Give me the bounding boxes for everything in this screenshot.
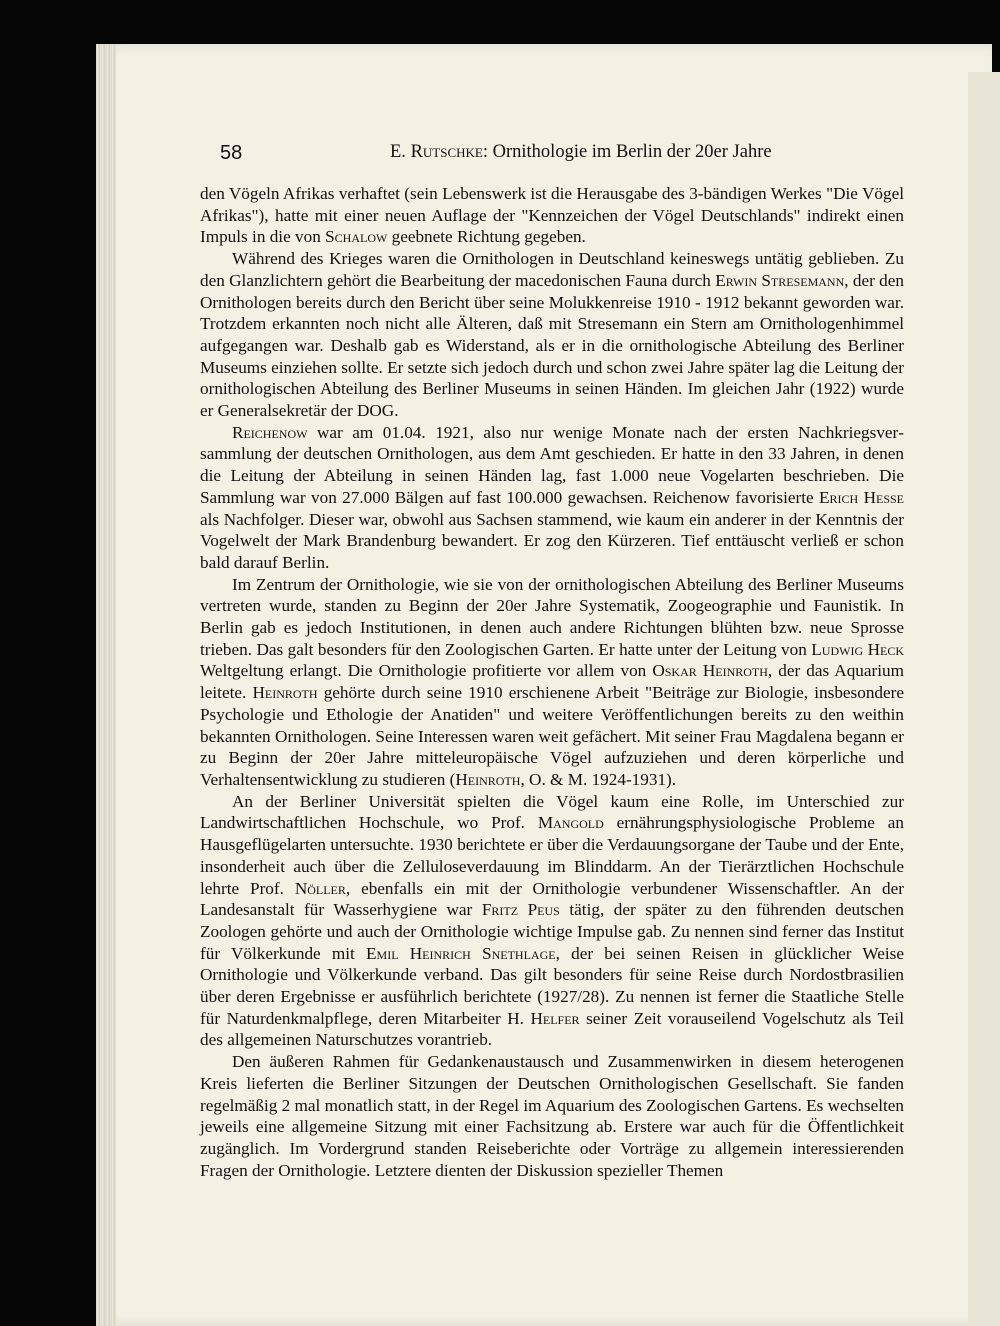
text-run: als Nachfolger. Dieser war, obwohl aus Sachsen stammend, wie kaum ein anderer in der Kenntnis der Vogelwelt der Mark Brandenburg bewandert. Er zog den Kürzeren. Tief enttäuscht verließ er schon bald darauf Berlin.	[200, 509, 904, 572]
paragraph	[200, 183, 904, 248]
body-text	[200, 183, 904, 1181]
text-run: Weltgeltung erlangt. Die Ornithologie profitierte vor allem von	[200, 661, 653, 681]
paragraph	[200, 791, 904, 1051]
person-name: Fritz Peus	[481, 900, 560, 920]
running-header	[220, 142, 910, 172]
paragraph	[200, 422, 904, 574]
author-initial: E.	[390, 142, 406, 162]
person-name: Helfer	[530, 1008, 580, 1028]
text-run: den Vögeln Afrikas verhaftet (sein Lebenswerk ist die Herausgabe des 3-bändigen Werkes "Die Vögel Afrikas"), hatte mit einer neuen Auflage der "Kennzeichen der Vögel Deutschlands" indirekt einen Impuls in die von	[200, 184, 904, 247]
article-title: : Ornithologie im Berlin der 20er Jahre	[482, 142, 772, 162]
person-name: Heinroth	[455, 769, 521, 789]
text-run: seiner Zeit vorauseilend Vogelschutz als Teil des allgemeinen Naturschutzes vorantrieb.	[200, 1008, 904, 1050]
person-name: Heinroth	[252, 683, 318, 703]
facing-page-edge	[968, 72, 1000, 1326]
person-name: Erich Hesse	[819, 487, 904, 507]
text-run: Im Zentrum der Ornithologie, wie sie von der ornithologischen Abteilung des Berliner Museums vertreten wurde, standen zu Beginn der 20er Jahre Systematik, Zoogeographie und Faunistik. In Berlin gab es jedoch Institutionen, in denen auch andere Richtungen blühten bzw. neue Sprosse trieben. Das galt besonders für den Zoologischen Garten. Er hatte unter der Leitung von	[200, 574, 904, 659]
page-number: 58	[220, 142, 243, 164]
text-run: , der bei seinen Reisen in glücklicher Weise Ornithologie und Völkerkunde verband. Das gilt besonders für seine Reise durch Nordostbrasilien über deren Ergebnisse er ausführlich berichtete (1927/28). Zu nennen ist ferner die Staatliche Stelle für Naturdenkmalpflege, deren Mitarbeiter H.	[200, 943, 904, 1028]
text-run: gehörte durch seine 1910 erschienene Arbeit "Beiträge zur Biologie, insbesondere Psychologie und Ethologie der Anatiden" und weitere Veröffentlichungen bereits zu den weithin bekannten Ornithologen. Seine Interessen waren weit gefächert. Mit seiner Frau Magdalena begann er zu Beginn der 20er Jahre mitteleuropäische Vögel aufzuziehen und deren körperliche und Verhaltensentwicklung zu studieren (	[200, 683, 904, 789]
text-run: , der das Aquarium leitete.	[200, 661, 904, 703]
paragraph	[200, 248, 904, 422]
text-run: war am 01.04. 1921, also nur wenige Monate nach der ersten Nachkriegsversammlung der deutschen Ornithologen, aus dem Amt geschieden. Er hatte in den 33 Jahren, in denen die Leitung der Abteilung in seinen Händen lag, fast 1.000 neue Vogelarten beschrieben. Die Sammlung war von 27.000 Bälgen auf fast 100.000 gewachsen. Reichenow favorisierte	[200, 422, 904, 507]
text-run: ernährungsphysiologische Probleme an Hausgeflügelarten untersuchte. 1930 berichtete er über die Verdauungsorgane der Taube und der Ente, insonderheit auch über die Zelluloseverdauung im Blinddarm. An der Tierärztlichen Hochschule lehrte Prof.	[200, 813, 904, 898]
text-run: , O. & M. 1924-1931).	[520, 769, 677, 789]
text-run: , ebenfalls ein mit der Ornithologie verbundener Wissenschaftler. An der Landesanstalt für Wasserhygiene war	[200, 878, 904, 920]
page-edge-stack	[96, 44, 116, 1326]
text-run: Den äußeren Rahmen für Gedankenaustausch und Zusammenwirken in diesem heterogenen Kreis lieferten die Berliner Sitzungen der Deutschen Ornithologischen Gesellschaft. Sie fanden regelmäßig 2 mal monatlich statt, in der Regel im Aquarium des Zoologischen Gartens. Es wechselten jeweils eine allgemeine Sitzung mit einer Fachsitzung ab. Erstere war auch für die Öffentlichkeit zugänglich. Im Vordergrund standen Reiseberichte oder Vorträge zu allgemein interessierenden Fragen der Ornithologie. Letztere dienten der Diskussion spezieller Themen	[200, 1052, 904, 1180]
person-name: Erwin Stresemann	[715, 270, 845, 290]
person-name: Emil Heinrich Snethlage	[366, 943, 556, 963]
person-name: Reichenow	[232, 422, 308, 442]
paragraph	[200, 1051, 904, 1181]
running-title	[390, 142, 772, 163]
author-surname: Rutschke	[410, 142, 483, 162]
person-name: Schalow	[325, 227, 388, 247]
text-run: , der den Ornithologen bereits durch den Bericht über seine Molukkenreise 1910 - 1912 bekannt geworden war. Trotzdem erkannten noch nicht alle Älteren, daß mit Stresemann ein Stern am Ornithologenhimmel aufgegangen war. Deshalb gab es Widerstand, als er in die ornithologische Abteilung des Berliner Museums einziehen sollte. Er setzte sich jedoch durch und schon zwei Jahre später lag die Leitung der ornithologischen Abteilung des Berliner Museums in seinen Händen. Im gleichen Jahr (1922) wurde er Generalsekretär der DOG.	[200, 270, 904, 421]
person-name: Ludwig Heck	[811, 639, 904, 659]
text-run: Während des Krieges waren die Ornithologen in Deutschland keineswegs untätig geblieben. Zu den Glanzlichtern gehört die Bearbeitung der macedonischen Fauna durch	[200, 249, 904, 290]
person-name: Mangold	[537, 813, 604, 833]
text-run: tätig, der später zu den führenden deutschen Zoologen gehörte und auch der Ornithologie wichtige Impulse gab. Zu nennen sind ferner das Institut für Völkerkunde mit	[200, 900, 904, 963]
text-run: An der Berliner Universität spielten die Vögel kaum eine Rolle, im Unterschied zur Landwirtschaftlichen Hochschule, wo Prof.	[200, 791, 904, 833]
person-name: Nöller	[294, 878, 346, 898]
text-run: geebnete Richtung gegeben.	[387, 227, 586, 247]
person-name: Oskar Heinroth	[652, 661, 768, 681]
paragraph	[200, 574, 904, 791]
